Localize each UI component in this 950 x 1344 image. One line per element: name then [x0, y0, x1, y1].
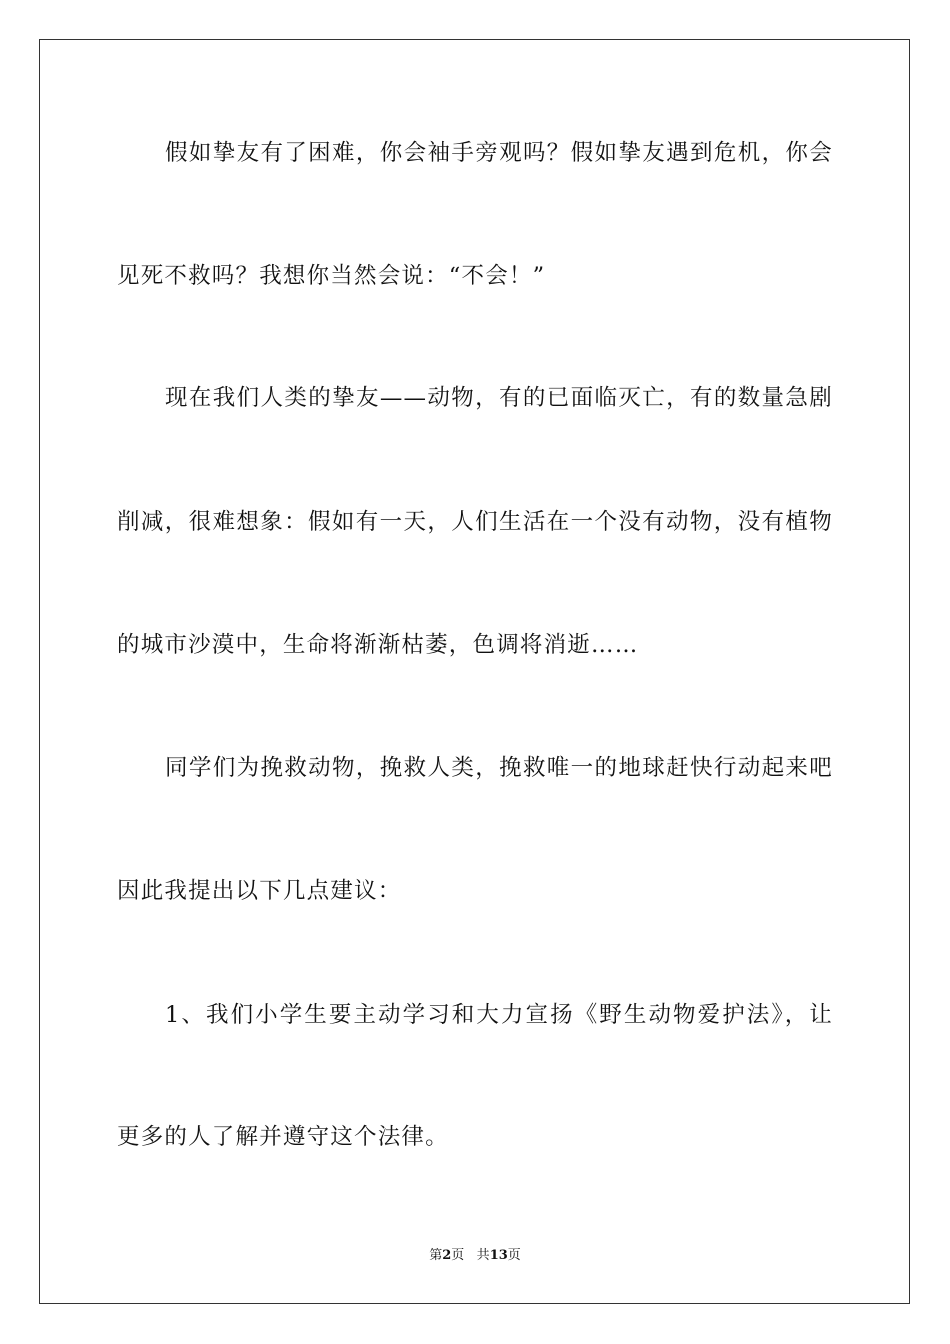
footer-page-suffix: 页 — [451, 1248, 465, 1263]
page-border — [39, 39, 910, 1304]
footer-page-prefix: 第 — [429, 1248, 443, 1263]
page-footer — [0, 1247, 950, 1265]
footer-page-number: 2 — [442, 1248, 452, 1263]
paragraph-2-line-3: 的城市沙漠中，生命将渐渐枯萎，色调将消逝…… — [117, 632, 639, 658]
paragraph-3-line-2: 因此我提出以下几点建议： — [117, 878, 402, 904]
paragraph-4-line-1: 1、我们小学生要主动学习和大力宣扬《野生动物爱护法》，让 — [165, 1002, 833, 1028]
paragraph-4-line-2: 更多的人了解并遵守这个法律。 — [117, 1124, 449, 1150]
paragraph-2-line-2: 削减，很难想象：假如有一天，人们生活在一个没有动物，没有植物 — [117, 509, 833, 535]
footer-total-prefix: 共 — [476, 1248, 490, 1263]
footer-total-pages: 13 — [489, 1248, 508, 1263]
paragraph-2-line-1: 现在我们人类的挚友——动物，有的已面临灭亡，有的数量急剧 — [165, 385, 833, 411]
paragraph-3-line-1: 同学们为挽救动物，挽救人类，挽救唯一的地球赶快行动起来吧 — [165, 755, 833, 781]
paragraph-1-line-1: 假如挚友有了困难，你会袖手旁观吗？假如挚友遇到危机，你会 — [165, 140, 833, 166]
paragraph-1-line-2: 见死不救吗？我想你当然会说：“不会！” — [117, 263, 546, 289]
footer-total-suffix: 页 — [507, 1248, 521, 1263]
